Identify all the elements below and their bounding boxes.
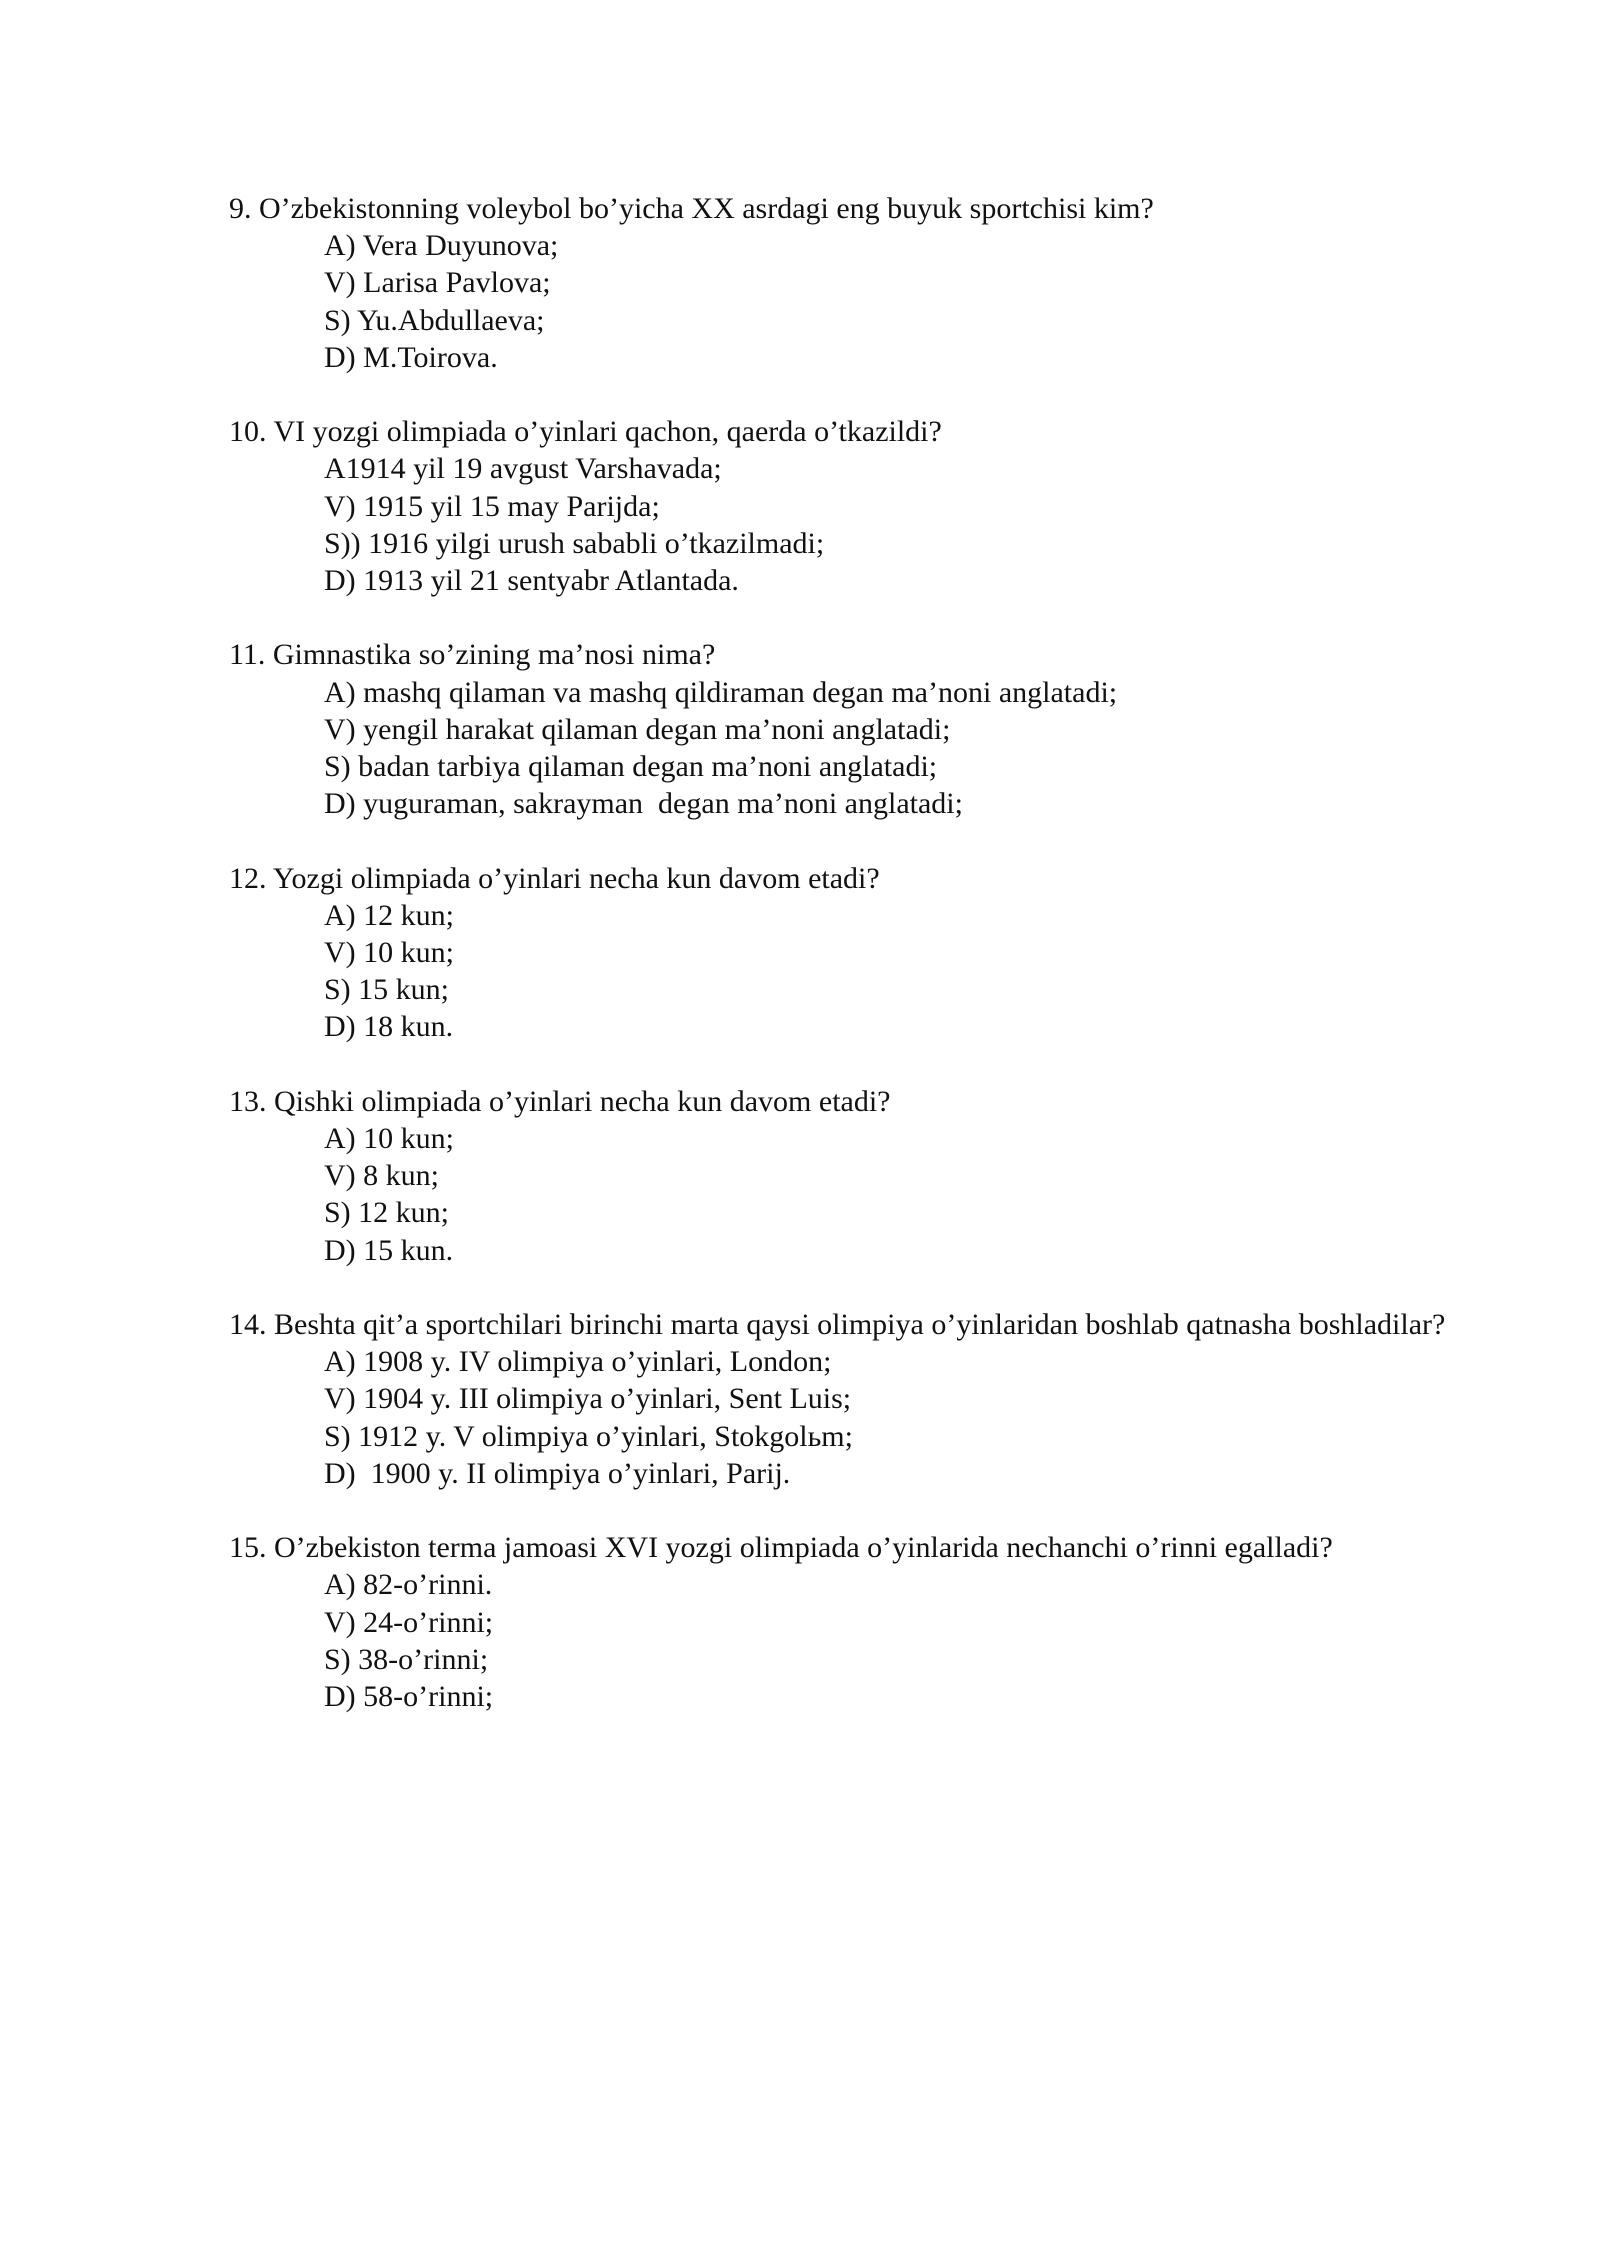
answer-options: [229, 897, 1459, 1046]
question-text: 15. O’zbekiston terma jamoasi XVI yozgi olimpiada o’yinlarida nechanchi o’rinni egalladi?: [229, 1531, 1333, 1565]
answer-options: [229, 1120, 1459, 1269]
answer-option-s: S) 1912 y. V olimpiya o’yinlari, Stokgolьm;: [324, 1419, 853, 1453]
question-11: [229, 636, 1459, 822]
answer-option-s: S) 38-o’rinni;: [324, 1642, 489, 1676]
answer-option-a: A) 10 kun;: [324, 1122, 454, 1156]
answer-option-a: A1914 yil 19 avgust Varshavada;: [324, 452, 722, 486]
answer-option-a: A) 12 kun;: [324, 898, 454, 932]
question-9: [229, 190, 1459, 376]
answer-option-a: A) 1908 y. IV olimpiya o’yinlari, London;: [324, 1345, 832, 1379]
answer-options: [229, 1343, 1459, 1492]
answer-option-v: V) 10 kun;: [324, 936, 454, 970]
answer-option-v: V) 1904 y. III olimpiya o’yinlari, Sent Luis;: [324, 1382, 852, 1416]
question-text: 9. O’zbekistonning voleybol bo’yicha XX asrdagi eng buyuk sportchisi kim?: [229, 192, 1154, 225]
answer-option-v: V) 24-o’rinni;: [324, 1605, 494, 1639]
answer-option-v: V) 8 kun;: [324, 1159, 439, 1193]
answer-option-v: V) yengil harakat qilaman degan ma’noni anglatadi;: [324, 712, 951, 746]
answer-option-d: D) 1900 y. II olimpiya o’yinlari, Parij.: [324, 1456, 791, 1490]
answer-option-s: S) 15 kun;: [324, 973, 450, 1007]
answer-options: [229, 227, 1459, 376]
question-text: 12. Yozgi olimpiada o’yinlari necha kun davom etadi?: [229, 861, 880, 895]
answer-options: [229, 674, 1459, 823]
question-text: 14. Beshta qit’a sportchilari birinchi marta qaysi olimpiya o’yinlaridan boshlab qatnasha boshladilar?: [229, 1308, 1446, 1342]
answer-option-a: A) Vera Duyunova;: [324, 229, 559, 263]
question-text: 13. Qishki olimpiada o’yinlari necha kun davom etadi?: [229, 1084, 891, 1118]
answer-option-d: D) 15 kun.: [324, 1233, 454, 1267]
question-15: [229, 1529, 1459, 1715]
answer-options: [229, 1566, 1459, 1715]
answer-option-s: S) badan tarbiya qilaman degan ma’noni anglatadi;: [324, 750, 938, 784]
answer-option-v: V) 1915 yil 15 may Parijda;: [324, 489, 660, 523]
answer-option-v: V) Larisa Pavlova;: [324, 266, 551, 300]
answer-option-a: A) 82-o’rinni.: [324, 1568, 493, 1602]
question-14: [229, 1306, 1459, 1492]
question-12: [229, 860, 1459, 1046]
question-13: [229, 1083, 1459, 1269]
question-text: 10. VI yozgi olimpiada o’yinlari qachon, qaerda o’tkazildi?: [229, 415, 942, 449]
answer-option-d: D) 18 kun.: [324, 1010, 454, 1044]
answer-option-d: D) yuguraman, sakrayman degan ma’noni anglatadi;: [324, 787, 963, 821]
answer-option-d: D) 58-o’rinni;: [324, 1680, 494, 1714]
question-10: [229, 413, 1459, 599]
question-list: [229, 190, 1459, 1752]
question-text: 11. Gimnastika so’zining ma’nosi nima?: [229, 638, 716, 672]
answer-option-s: S)) 1916 yilgi urush sababli o’tkazilmadi;: [324, 526, 825, 560]
answer-option-s: S) Yu.Abdullaeva;: [324, 303, 545, 337]
answer-option-s: S) 12 kun;: [324, 1196, 450, 1230]
answer-option-d: D) 1913 yil 21 sentyabr Atlantada.: [324, 564, 739, 598]
answer-option-a: A) mashq qilaman va mashq qildiraman degan ma’noni anglatadi;: [324, 675, 1118, 709]
answer-options: [229, 450, 1459, 599]
answer-option-d: D) M.Toirova.: [324, 340, 498, 374]
